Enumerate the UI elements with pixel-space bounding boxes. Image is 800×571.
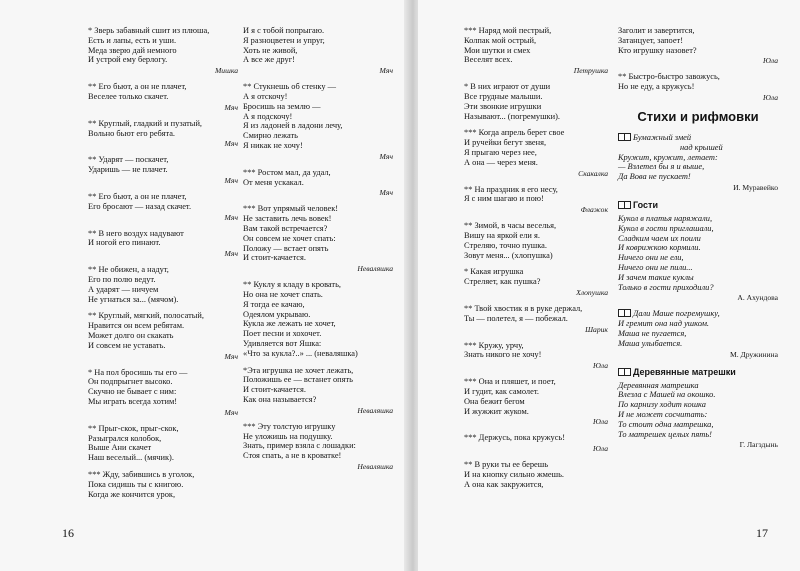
riddle-line: И стоит-качается. xyxy=(243,253,306,263)
riddle xyxy=(618,72,778,102)
riddle xyxy=(88,229,238,259)
riddle-line: Его бросают — назад скачет. xyxy=(88,201,192,211)
riddle xyxy=(88,82,238,112)
riddle-line: И стоит-качается. xyxy=(243,385,306,395)
riddle-line: *Эта игрушка не хочет лежать, xyxy=(243,365,354,375)
riddle-line: ** Зимой, в часы веселья, xyxy=(464,221,557,231)
riddle-line: Я из ладоней в ладони лечу, xyxy=(243,121,343,131)
riddle-line: ** Круглый, мягкий, полосатый, xyxy=(88,311,204,321)
riddle-line: Называют... (погремушки). xyxy=(464,111,560,121)
riddle-line: Разыгрался колобок, xyxy=(88,433,162,443)
poems-list xyxy=(618,133,778,449)
riddle-line: Поет песни и хохочет. xyxy=(243,329,322,339)
left-page-column-2 xyxy=(243,26,393,478)
riddle-line: Мы играть всегда хотим! xyxy=(88,396,178,406)
riddle-line: Может долго он скакать xyxy=(88,330,174,340)
riddle-line: Я прыгаю через нее, xyxy=(464,147,537,157)
riddle xyxy=(243,280,393,358)
riddle-line: Веселее только скачет. xyxy=(88,91,169,101)
riddle-answer: Скакалка xyxy=(578,168,608,178)
riddle-line: Нравится он всем ребятам. xyxy=(88,321,185,331)
riddle xyxy=(464,221,608,260)
riddle-line: Ударишь — не плачет. xyxy=(88,165,168,175)
riddle-line: ** На праздник я его несу, xyxy=(464,184,558,194)
riddle-answer: Юла xyxy=(592,444,608,454)
poem xyxy=(618,133,778,192)
poem-author: М. Дружинина xyxy=(730,349,778,359)
left-page-column-1 xyxy=(88,26,238,506)
riddle-line: Стреляю, точно пушка. xyxy=(464,240,547,250)
riddle-line: Все грудные малыши. xyxy=(464,91,543,101)
riddle-line: Хоть не живой, xyxy=(243,45,298,55)
riddle-line: Как она называется? xyxy=(243,394,317,404)
poem-line xyxy=(618,133,778,143)
poem xyxy=(618,366,778,450)
riddle-line: *** Наряд мой пестрый, xyxy=(464,26,552,35)
riddle xyxy=(88,26,238,75)
riddle xyxy=(243,168,393,198)
poem-line: Маша улыбается. xyxy=(618,338,683,348)
riddle-line: И я с тобой попрыгаю. xyxy=(243,26,325,35)
riddle xyxy=(618,26,778,65)
poem-line xyxy=(618,309,778,319)
riddle-line: *** Она и пляшет, и поет, xyxy=(464,377,556,387)
riddle-line: Вам такой встречается? xyxy=(243,223,328,233)
riddle xyxy=(88,311,238,360)
book-icon xyxy=(618,368,631,376)
riddle-line: Меда зверю дай немного xyxy=(88,45,177,55)
riddle-answer: Мяч xyxy=(379,188,393,198)
riddle-line: * Какая игрушка xyxy=(464,267,524,277)
poem-line: И коврижкою кормили. xyxy=(618,243,701,253)
riddle-line: Я никак не хочу! xyxy=(243,140,303,150)
riddle-line: ** Не обижен, а надут, xyxy=(88,265,169,275)
riddle-line: Не угнаться за... (мячом). xyxy=(88,294,179,304)
riddle-answer: Неваляшка xyxy=(357,405,393,415)
riddle-line: От меня ускакал. xyxy=(243,177,304,187)
riddle-line: *** Вот упрямый человек! xyxy=(243,204,339,214)
riddle-line: И жужжит жуком. xyxy=(464,406,529,416)
riddle-line: А я отскочу! xyxy=(243,91,288,101)
riddle xyxy=(464,377,608,426)
riddle-line: *** Эту толстую игрушку xyxy=(243,421,336,431)
poem-title-text: Деревянные матрешки xyxy=(633,366,736,377)
poem-line: Ничего они не пили... xyxy=(618,262,693,272)
riddle xyxy=(88,192,238,222)
riddle-line: Но не еду, а кружусь! xyxy=(618,82,695,92)
riddle xyxy=(88,155,238,185)
riddle-line: ** Твой хвостик я в руке держал, xyxy=(464,303,583,313)
riddle-line: И совсем не уставать. xyxy=(88,340,166,350)
poem-title xyxy=(618,366,778,378)
riddle xyxy=(464,185,608,215)
riddle-line: Положишь ее — встанет опять xyxy=(243,375,353,385)
section-title: Стихи и рифмовки xyxy=(637,108,759,124)
poem-line: И зачем такие куклы xyxy=(618,272,694,282)
riddle-line: *** Кружу, урчу, xyxy=(464,340,524,350)
riddle-line: Пока сидишь ты с книгою. xyxy=(88,479,184,489)
riddle-line: ** Прыг-скок, прыг-скок, xyxy=(88,423,179,433)
riddle xyxy=(464,82,608,121)
poem-line: Ничего они не ели, xyxy=(618,253,684,263)
poem-first-line: Бумажный змей xyxy=(633,132,692,142)
riddle-line: Мои шутки и смех xyxy=(464,45,531,55)
poem-line: — Взлетел бы я и выше, xyxy=(618,162,705,172)
riddle-line: Наш веселый... (мячик). xyxy=(88,453,174,463)
riddle-line: Вольно бьют его ребята. xyxy=(88,128,176,138)
riddle-answer: Шарик xyxy=(585,324,608,334)
right-page-column-2 xyxy=(618,26,778,456)
riddle-line: ** Его бьют, а он не плачет, xyxy=(88,82,187,92)
poem-line: Кружит, кружит, летает: xyxy=(618,152,718,162)
riddle-answer: Мяч xyxy=(379,151,393,161)
riddle-line: И на кнопку сильно жмешь. xyxy=(464,469,565,479)
riddle-line: Вишу на яркой ели я. xyxy=(464,230,540,240)
riddle-line: А ударят — ничуем xyxy=(88,284,159,294)
riddle-line: А она — через меня. xyxy=(464,157,538,167)
riddle-line: *** Жду, забившись в уголок, xyxy=(88,469,195,479)
riddle xyxy=(88,470,238,499)
book-icon xyxy=(618,309,631,317)
poem-line: По карнизу ходит кошка xyxy=(618,400,706,410)
riddle-answer: Мишка xyxy=(214,66,238,76)
riddle-line: ** Его бьют, а он не плачет, xyxy=(88,191,187,201)
poem-line xyxy=(618,214,778,224)
poem-line: То матрешек целых пять! xyxy=(618,429,712,439)
book-icon xyxy=(618,133,631,141)
riddle-line: Положу — встает опять xyxy=(243,243,329,253)
riddle-answer: Неваляшка xyxy=(357,461,393,471)
riddle-line: И устрой ему берлогу. xyxy=(88,55,168,65)
riddle-answer: Юла xyxy=(762,92,778,102)
riddle xyxy=(243,422,393,471)
riddle-line: Бросишь на землю — xyxy=(243,101,321,111)
poem-line: То стоит одна матрешка, xyxy=(618,419,714,429)
riddle-line: Зовут меня... (хлопушка) xyxy=(464,250,553,260)
riddle-line: Заголит и завертится, xyxy=(618,26,695,35)
riddle-line: А она как закружится, xyxy=(464,479,544,489)
riddle-line: ** Круглый, гладкий и пузатый, xyxy=(88,118,203,128)
riddle-line: Не уложишь на подушку. xyxy=(243,431,333,441)
right-page xyxy=(418,0,800,571)
poem-line: Влезла с Машей на окошко. xyxy=(618,390,716,400)
riddle-line: ** Быстро-быстро завожусь, xyxy=(618,72,720,82)
riddle xyxy=(464,433,608,453)
riddle xyxy=(88,119,238,149)
page-number-right: 17 xyxy=(756,526,768,540)
riddle-answer: Юла xyxy=(762,56,778,66)
riddle-answer: Петрушка xyxy=(573,66,608,76)
riddle-line: Знать, пример взяла с лошадки: xyxy=(243,441,356,451)
riddle-line: Веселят всех. xyxy=(464,55,513,65)
riddle-answer: Мяч xyxy=(224,139,238,149)
riddle-line: Я с ним шагаю и пою! xyxy=(464,194,544,204)
riddle-answer: Юла xyxy=(592,417,608,427)
riddle-line: Смирно лежать xyxy=(243,131,298,141)
riddle xyxy=(464,460,608,489)
poem xyxy=(618,199,778,302)
riddle-answer: Мяч xyxy=(224,175,238,185)
riddle xyxy=(88,424,238,463)
poem-line: Да Вова не пускает! xyxy=(618,172,691,182)
riddle-line: * На пол бросишь ты его — xyxy=(88,367,188,377)
riddle-line: Колпак мой острый, xyxy=(464,35,537,45)
riddle-line: И ручейки бегут звеня, xyxy=(464,138,547,148)
poem-title xyxy=(618,199,778,211)
right-page-column-1 xyxy=(464,26,608,497)
riddle-line: ** Ударят — поскачет, xyxy=(88,155,169,165)
riddle-answer: Флажок xyxy=(580,205,608,215)
riddle xyxy=(464,304,608,334)
riddle-line: Когда же кончится урок, xyxy=(88,489,176,499)
riddle-line: *** Когда апрель берет свое xyxy=(464,128,565,138)
riddle-line: ** В руки ты ее берешь xyxy=(464,460,549,470)
riddle-line: Кукла же лежать не хочет, xyxy=(243,319,336,329)
riddle-answer: Неваляшка xyxy=(357,264,393,274)
riddle-line: ** Стукнешь об стенку — xyxy=(243,82,337,92)
riddle xyxy=(464,128,608,177)
poem-line: Маша не пугается, xyxy=(618,328,687,338)
poem-author: Г. Лагздынь xyxy=(739,440,778,450)
poem-first-line: Дали Маше погремушку, xyxy=(633,309,720,319)
riddle-line: * В них играют от души xyxy=(464,82,551,92)
poem-line: над крышей xyxy=(680,142,723,152)
riddle-line: Не заставить лечь вовек! xyxy=(243,214,332,224)
poem-line: Сладким чаем их поили xyxy=(618,233,701,243)
riddle-answer: Мяч xyxy=(224,212,238,222)
riddle xyxy=(88,368,238,417)
poem-line: Кукол в гости приглашали, xyxy=(618,223,714,233)
poem-line: Деревянная матрешка xyxy=(618,380,699,390)
right-column-riddles xyxy=(618,26,778,102)
page-number-left: 16 xyxy=(62,526,74,540)
riddle-line: А все же друг! xyxy=(243,55,295,65)
riddle-line: ** В него воздух надувают xyxy=(88,228,184,238)
riddle-answer: Юла xyxy=(592,361,608,371)
riddle xyxy=(88,265,238,304)
riddle-line: Выше Ани скачет xyxy=(88,443,152,453)
riddle-line: Скучно не бывает с ним: xyxy=(88,387,177,397)
riddle-answer: Мяч xyxy=(224,407,238,417)
riddle-line: Она бежит бегом xyxy=(464,396,525,406)
riddle xyxy=(243,26,393,75)
riddle-line: Одеялом укрываю. xyxy=(243,309,311,319)
riddle-line: Кто игрушку назовет? xyxy=(618,45,697,55)
riddle xyxy=(243,204,393,273)
poem-line: Только в гости приходили? xyxy=(618,282,714,292)
riddle-line: ** Куклу я кладу в кровать, xyxy=(243,280,342,290)
riddle-line: Я тогда ее качаю, xyxy=(243,299,305,309)
riddle-line: Затанцует, запоет! xyxy=(618,35,684,45)
poem-line: И гремит она над ушком. xyxy=(618,319,710,329)
riddle-line: Ты — полетел, я — побежал. xyxy=(464,313,568,323)
poem xyxy=(618,309,778,358)
riddle xyxy=(243,366,393,415)
riddle-line: Знать никого не хочу! xyxy=(464,350,542,360)
riddle-line: Удивляется вот Яшка: xyxy=(243,338,322,348)
riddle-line: Его по полю ведут. xyxy=(88,274,156,284)
riddle-answer: Хлопушка xyxy=(576,287,608,297)
riddle-line: Он подпрыгнет высоко. xyxy=(88,377,173,387)
riddle xyxy=(243,82,393,161)
riddle-line: И гудит, как самолет. xyxy=(464,386,539,396)
riddle-line: Стоя спать, а не в кроватке! xyxy=(243,451,342,461)
poem-author: А. Ахундова xyxy=(737,293,778,303)
poem-line: И не может сосчитать: xyxy=(618,409,708,419)
riddle-answer: Мяч xyxy=(379,66,393,76)
poem-first-line: Кукол в платья наряжали, xyxy=(618,213,713,223)
poem-title-text: Гости xyxy=(633,199,658,210)
riddle-line: Есть и лапы, есть и уши. xyxy=(88,35,177,45)
riddle-line: *** Ростом мал, да удал, xyxy=(243,167,331,177)
riddle-line: И ногой его пинают. xyxy=(88,238,161,248)
riddle-answer: Мяч xyxy=(224,351,238,361)
riddle-line: Стреляет, как пушка? xyxy=(464,277,541,287)
riddle-line: Эти звонкие игрушки xyxy=(464,101,542,111)
riddle-line: *** Держусь, пока кружусь! xyxy=(464,433,566,443)
poem-author: И. Муравейко xyxy=(733,182,778,192)
riddle-line: Я разноцветен и упруг, xyxy=(243,35,325,45)
riddle xyxy=(464,26,608,75)
riddle-answer: Мяч xyxy=(224,102,238,112)
riddle xyxy=(464,341,608,371)
riddle-line: А я подскочу! xyxy=(243,111,293,121)
riddle xyxy=(464,267,608,297)
riddle-answer: Мяч xyxy=(224,249,238,259)
riddle-line: «Что за кукла?..» ... (неваляшка) xyxy=(243,348,358,358)
riddle-line: Он совсем не хочет спать: xyxy=(243,233,336,243)
riddle-line: * Зверь забавный сшит из плюша, xyxy=(88,26,210,35)
book-icon xyxy=(618,201,631,209)
riddle-line: Но она не хочет спать. xyxy=(243,289,323,299)
